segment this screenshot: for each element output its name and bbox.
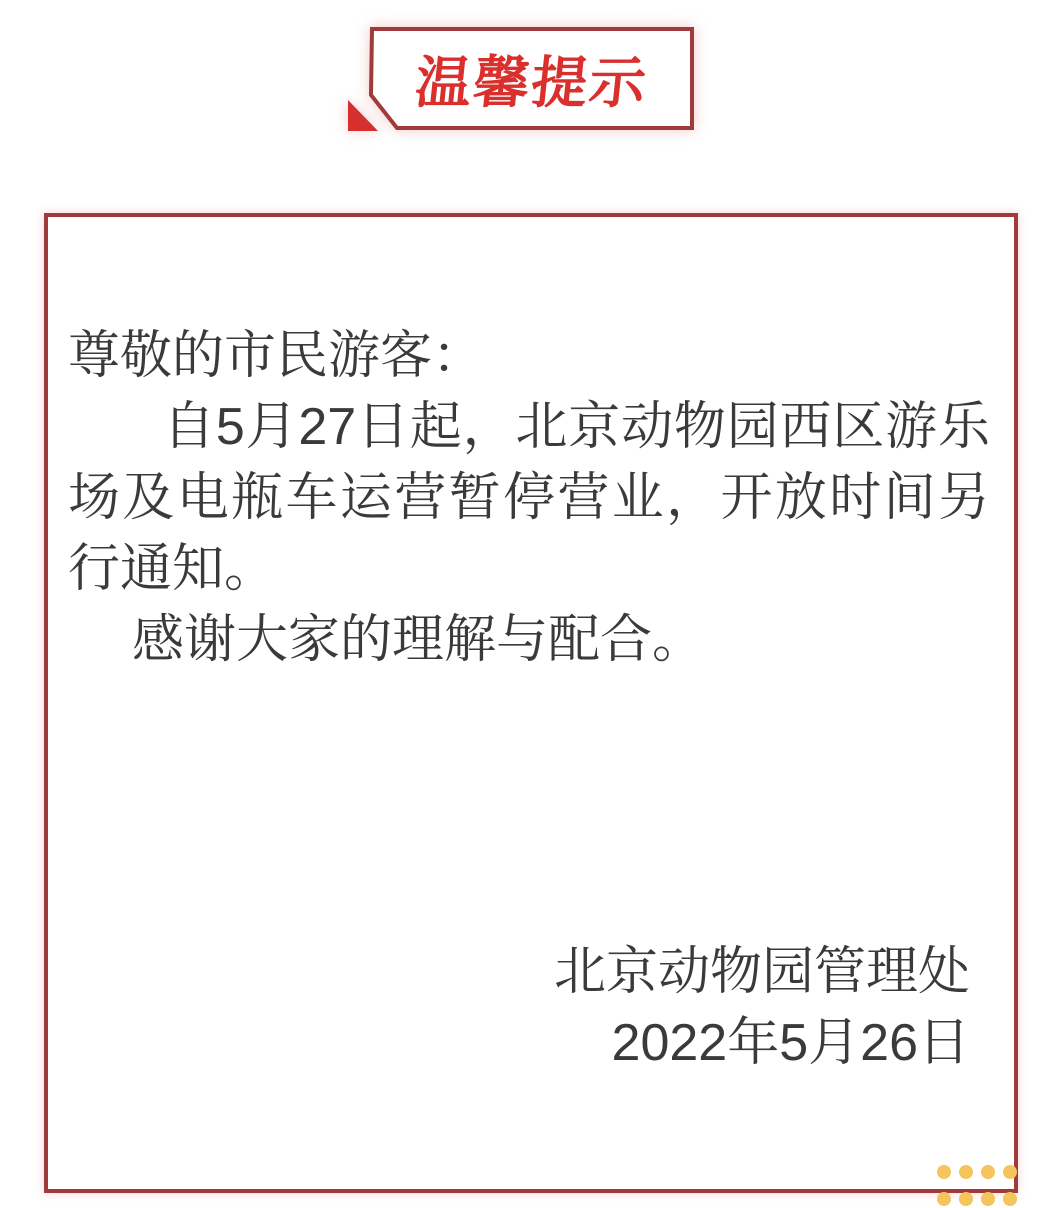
dot-icon xyxy=(981,1165,995,1179)
header-banner xyxy=(340,20,720,145)
notice-paragraph-2: 感谢大家的理解与配合。 xyxy=(132,611,705,669)
signature-name: 北京动物园管理处 xyxy=(553,943,970,1001)
dot-icon xyxy=(937,1192,951,1206)
dot-icon xyxy=(1003,1192,1017,1206)
dot-icon xyxy=(937,1165,951,1179)
signature-block xyxy=(554,937,970,1079)
dot-icon xyxy=(959,1165,973,1179)
signature-date: 2022年5月26日 xyxy=(611,1014,970,1072)
page-title: 温馨提示 xyxy=(412,50,651,114)
dot-icon xyxy=(959,1192,973,1206)
dots-decoration xyxy=(937,1165,1017,1206)
notice-paragraph-1: 自5月27日起，北京动物园西区游乐场及电瓶车运营暂停营业，开放时间另行通知。 xyxy=(68,398,990,598)
greeting-line: 尊敬的市民游客： xyxy=(68,327,485,385)
dot-icon xyxy=(1003,1165,1017,1179)
notice-box xyxy=(44,213,1018,1193)
dot-icon xyxy=(981,1192,995,1206)
